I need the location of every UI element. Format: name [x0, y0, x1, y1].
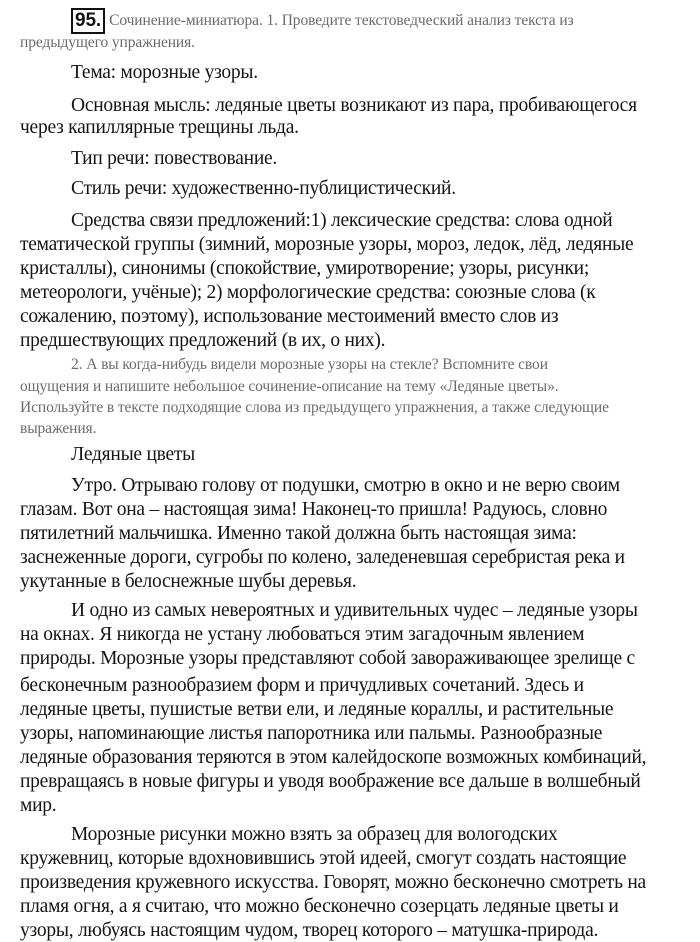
task1-text: Сочинение-миниатюра. 1. Проведите текстоведческий анализ текста из — [109, 12, 574, 29]
task2-line: Используйте в тексте подходящие слова из предыдущего упражнения, а также следующие — [20, 399, 609, 416]
essay-title: Ледяные цветы — [71, 444, 196, 465]
analysis-links-line: Средства связи предложений:1) лексические средства: слова одной — [71, 210, 613, 231]
essay-p2-line: И одно из самых невероятных и удивительных чудес – ледяные узоры — [71, 600, 638, 621]
analysis-main-idea-cont: через капиллярные трещины льда. — [20, 117, 299, 138]
analysis-main-idea: Основная мысль: ледяные цветы возникают из пара, пробивающегося — [71, 95, 637, 116]
essay-p1-line: заснеженные дороги, сугробы по колено, заледеневшая серебристая река и — [20, 547, 625, 568]
essay-p3-line: пламя огня, а я считаю, что можно бесконечно созерцать ледяные цветы и — [20, 896, 619, 917]
essay-p1-line: пятилетний мальчишка. Именно такой должна быть настоящая зима: — [20, 523, 577, 544]
analysis-links-line: сожалению, поэтому), использование местоимений вместо слов из — [20, 306, 559, 327]
essay-p2-line: природы. Морозные узоры представляют собой завораживающее зрелище с — [20, 648, 635, 669]
analysis-theme: Тема: морозные узоры. — [71, 62, 258, 83]
essay-p1-line: укутанные в белоснежные шубы деревья. — [20, 571, 357, 592]
analysis-links-line: кристаллы), синонимы (спокойствие, умиротворение; узоры, рисунки; — [20, 258, 590, 279]
exercise-number-badge: 95. — [71, 8, 105, 34]
analysis-speech-style: Стиль речи: художественно-публицистический. — [71, 178, 456, 199]
essay-p2-line: ледяные образования теряются в этом калейдоскопе возможных комбинаций, — [20, 747, 647, 768]
analysis-links-line: предшествующих предложений (в их, о них). — [20, 330, 386, 351]
task1-text-cont: предыдущего упражнения. — [20, 34, 195, 51]
essay-p2-line: на окнах. Я никогда не устану любоваться этим загадочным явлением — [20, 624, 585, 645]
essay-p3-line: Морозные рисунки можно взять за образец для вологодских — [71, 824, 558, 845]
essay-p2-line: превращаясь в новые фигуры и уводя воображение все дальше в волшебный — [20, 771, 641, 792]
essay-p1-line: глазам. Вот она – настоящая зима! Наконец-то пришла! Радуюсь, словно — [20, 499, 608, 520]
essay-p2-line: ледяные цветы, пушистые ветви ели, и ледяные кораллы, и растительные — [20, 699, 614, 720]
task2-line: 2. А вы когда-нибудь видели морозные узоры на стекле? Вспомните свои — [71, 356, 548, 373]
essay-p3-line: узоры, любуясь настоящим чудом, творец которого – матушка-природа. — [20, 920, 599, 941]
analysis-links-line: тематической группы (зимний, морозные узоры, мороз, ледок, лёд, ледяные — [20, 234, 634, 255]
essay-p3-line: кружевниц, которые вдохновившись этой идеей, смогут создать настоящие — [20, 848, 627, 869]
essay-p1-line: Утро. Отрываю голову от подушки, смотрю в окно и не верю своим — [71, 475, 620, 496]
essay-p3-line: произведения кружевного искусства. Говорят, можно бесконечно смотреть на — [20, 872, 646, 893]
essay-p2-line: бесконечным разнообразием форм и причудливых сочетаний. Здесь и — [20, 675, 584, 696]
essay-p2-line: мир. — [20, 795, 57, 816]
analysis-speech-type: Тип речи: повествование. — [71, 148, 278, 169]
essay-p2-line: узоры, напоминающие листья папоротника или пальмы. Разнообразные — [20, 723, 603, 744]
task2-line: выражения. — [20, 420, 97, 437]
exercise-header — [71, 8, 574, 34]
analysis-links-line: метеорологи, учёные); 2) морфологические средства: союзные слова (к — [20, 282, 596, 303]
task2-line: ощущения и напишите небольшое сочинение-описание на тему «Ледяные цветы». — [20, 378, 559, 395]
